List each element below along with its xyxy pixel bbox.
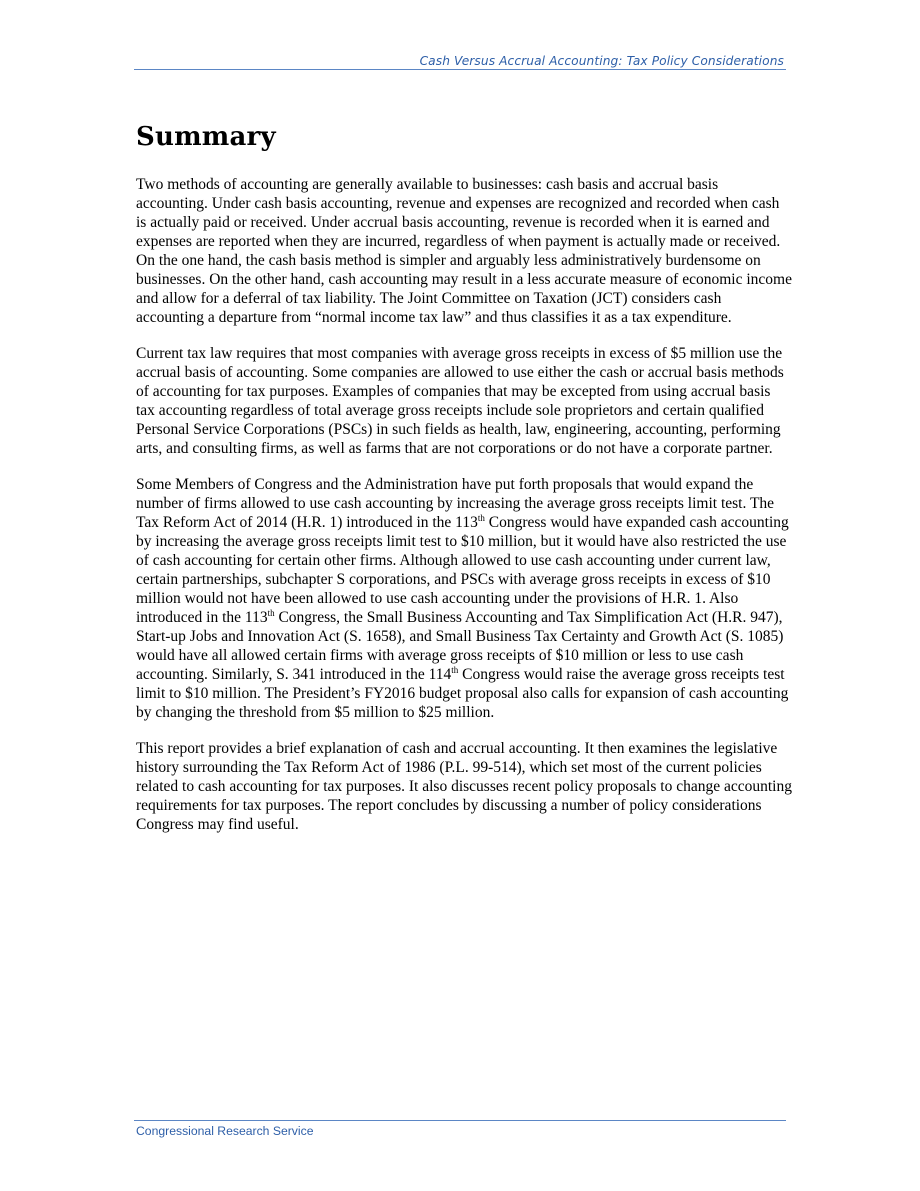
ordinal-superscript: th bbox=[267, 608, 275, 618]
paragraph-1 bbox=[136, 175, 792, 327]
paragraph-text: Current tax law requires that most companies with average gross receipts in excess of $5 million use the accrual basis of accounting. Some companies are allowed to use either the cash or accrual basis methods of accounting for tax purposes. Examples of companies that may be excepted from using accrual basis tax accounting regardless of total average gross receipts include sole proprietors and certain qualified Personal Service Corporations (PSCs) in such fields as health, law, engineering, accounting, performing arts, and consulting firms, as well as farms that are not corporations or do not have a corporate partner. bbox=[136, 345, 784, 457]
page-footer bbox=[134, 1120, 786, 1138]
running-title: Cash Versus Accrual Accounting: Tax Policy Considerations bbox=[419, 54, 784, 68]
paragraph-text: Congress, the Small Business Accounting and Tax Simplification Act (H.R. 947), Start-up Jobs and Innovation Act (S. 1658), and Small Business Tax Certainty and Growth Act (S. 1085) would have all allowed certain firms with average gross receipts of $10 million or less to use cash accounting. Similarly, S. 341 introduced in the 114 bbox=[136, 609, 784, 683]
section-heading: Summary bbox=[136, 122, 276, 152]
main-content bbox=[136, 122, 792, 851]
paragraph-text: Congress would have expanded cash accounting by increasing the average gross receipts limit test to $10 million, but it would have also restricted the use of cash accounting for certain other firms. Although allowed to use cash accounting under current law, certain partnerships, subchapter S corporations, and PSCs with average gross receipts in excess of $10 million would not have been allowed to use cash accounting under the provisions of H.R. 1. Also introduced in the 113 bbox=[136, 514, 789, 626]
paragraph-text: Two methods of accounting are generally available to businesses: cash basis and accrual basis accounting. Under cash basis accounting, revenue and expenses are recognized and recorded when cash is actually paid or received. Under accrual basis accounting, revenue is recorded when it is earned and expenses are reported when they are incurred, regardless of when payment is actually made or received. On the one hand, the cash basis method is simpler and arguably less administratively burdensome on businesses. On the other hand, cash accounting may result in a less accurate measure of economic income and allow for a deferral of tax liability. The Joint Committee on Taxation (JCT) considers cash accounting a departure from “normal income tax law” and thus classifies it as a tax expenditure. bbox=[136, 176, 792, 326]
paragraph-3 bbox=[136, 475, 792, 722]
paragraph-4 bbox=[136, 739, 792, 834]
ordinal-superscript: th bbox=[451, 665, 459, 675]
paragraph-text: Some Members of Congress and the Administration have put forth proposals that would expand the number of firms allowed to use cash accounting by increasing the average gross receipts limit test. The Tax Reform Act of 2014 (H.R. 1) introduced in the 113 bbox=[136, 476, 775, 531]
paragraph-2 bbox=[136, 344, 792, 458]
footer-organization: Congressional Research Service bbox=[136, 1124, 314, 1138]
paragraph-text: Congress would raise the average gross receipts test limit to $10 million. The President’s FY2016 budget proposal also calls for expansion of cash accounting by changing the threshold from $5 million to $25 million. bbox=[136, 666, 789, 721]
ordinal-superscript: th bbox=[477, 513, 485, 523]
page-header bbox=[134, 52, 786, 70]
paragraph-text: This report provides a brief explanation of cash and accrual accounting. It then examines the legislative history surrounding the Tax Reform Act of 1986 (P.L. 99-514), which set most of the current policies related to cash accounting for tax purposes. It also discusses recent policy proposals to change accounting requirements for tax purposes. The report concludes by discussing a number of policy considerations Congress may find useful. bbox=[136, 740, 792, 833]
